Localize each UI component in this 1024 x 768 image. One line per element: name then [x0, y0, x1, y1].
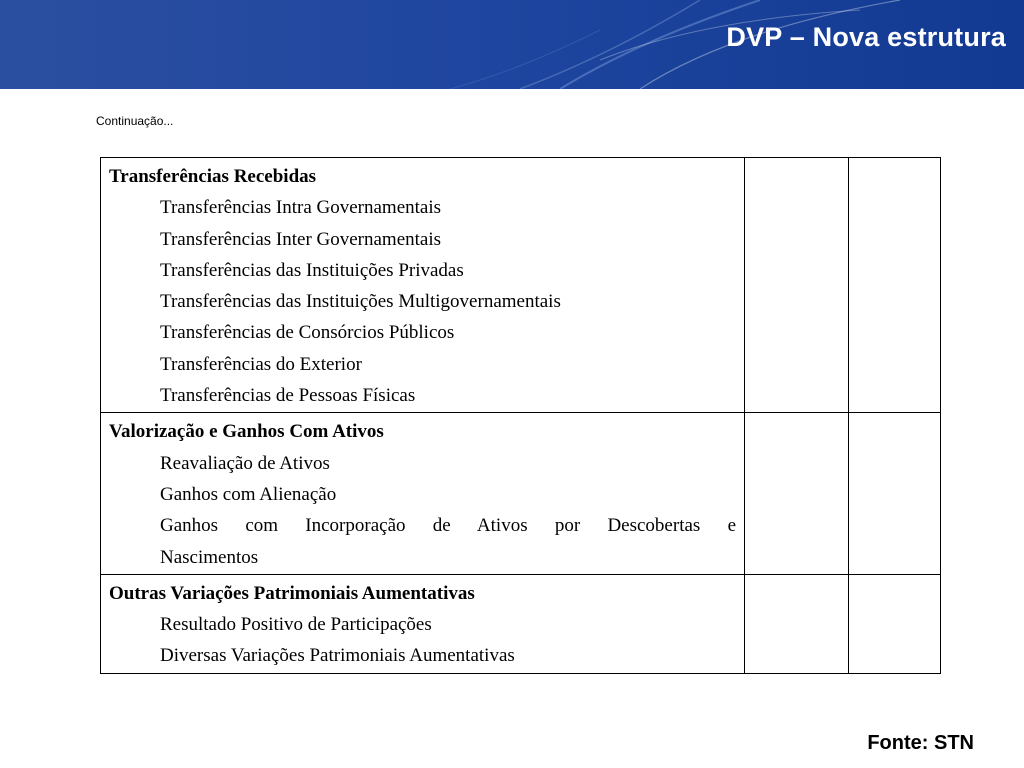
list-item: Transferências de Consórcios Públicos — [160, 322, 455, 344]
list-item: Transferências Intra Governamentais — [160, 197, 442, 219]
list-item: Transferências Inter Governamentais — [160, 228, 442, 250]
group-heading: Valorização e Ganhos Com Ativos — [109, 421, 384, 443]
table-cell-empty — [745, 413, 849, 574]
table-cell-empty — [849, 158, 941, 413]
list-item: Transferências de Pessoas Físicas — [160, 385, 416, 407]
table-cell-description — [101, 158, 745, 413]
list-item: Ganhos com Alienação — [160, 483, 337, 505]
list-item: Resultado Positivo de Participações — [160, 614, 432, 636]
group-heading: Outras Variações Patrimoniais Aumentativas — [109, 582, 475, 604]
list-item: Transferências do Exterior — [160, 353, 362, 375]
list-item-wrapped — [109, 510, 736, 573]
group-heading: Transferências Recebidas — [109, 166, 317, 187]
table-cell-description — [101, 574, 745, 673]
list-item: Transferências das Instituições Privadas — [160, 259, 464, 281]
dvp-structure-table — [100, 157, 941, 674]
header-band — [0, 0, 1024, 89]
list-item: Diversas Variações Patrimoniais Aumentativas — [160, 645, 515, 667]
slide-title: DVP – Nova estrutura — [726, 22, 1006, 52]
continuation-label: Continuação... — [96, 114, 174, 128]
wrapped-line-1: Ganhos com Incorporação de Ativos por Descobertas e — [160, 515, 736, 537]
table-cell-description — [101, 413, 745, 574]
table-cell-empty — [745, 574, 849, 673]
list-item: Reavaliação de Ativos — [160, 452, 330, 474]
table-row — [101, 413, 941, 574]
table-cell-empty — [849, 574, 941, 673]
table-row — [101, 158, 941, 413]
wrapped-line-2: Nascimentos — [160, 546, 259, 568]
table-row — [101, 574, 941, 673]
list-item: Transferências das Instituições Multigovernamentais — [160, 291, 561, 313]
table-cell-empty — [849, 413, 941, 574]
table-cell-empty — [745, 158, 849, 413]
source-label: Fonte: STN — [867, 732, 974, 754]
